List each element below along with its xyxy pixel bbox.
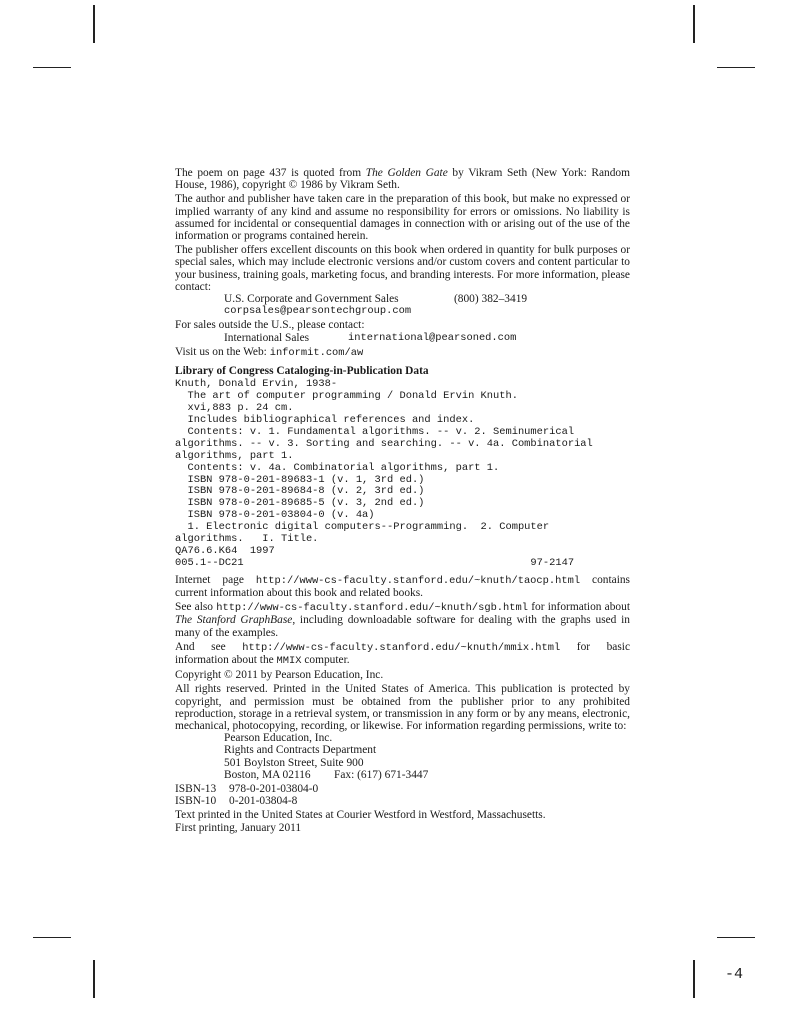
address-fax: Fax: (617) 671-3447 — [334, 768, 429, 781]
cip-line: Contents: v. 1. Fundamental algorithms. -- v. 2. Seminumerical — [175, 425, 575, 438]
first-printing: First printing, January 2011 — [175, 821, 302, 834]
us-sales-label: U.S. Corporate and Government Sales — [224, 293, 399, 306]
web-url[interactable]: informit.com/aw — [269, 346, 364, 359]
crop-mark — [33, 67, 71, 68]
poem-book-title: The Golden Gate — [365, 167, 448, 179]
isbn13-line: ISBN-13 978-0-201-03804-0 — [175, 783, 319, 795]
cip-line: ISBN 978-0-201-03804-0 (v. 4a) — [175, 509, 375, 522]
cip-line: 1. Electronic digital computers--Programming. 2. Computer — [175, 521, 550, 534]
cip-heading: Library of Congress Cataloging-in-Publication Data — [175, 365, 429, 378]
crop-mark — [693, 960, 695, 998]
internet-page: Internet page http://www-cs-faculty.stanford.edu/~knuth/taocp.html contains current information about this book and related books. — [175, 573, 630, 599]
crop-mark — [717, 67, 755, 68]
crop-mark — [93, 960, 95, 998]
mmix-url[interactable]: http://www-cs-faculty.stanford.edu/~knuth/mmix.html — [242, 641, 561, 654]
rights-statement: All rights reserved. Printed in the United States of America. This publication is protected by copyright, and permission must be obtained from the publisher prior to any prohibited reproduction, storage in a retrieval system, or transmission in any form or by any means, electronic, mechanical, photocopying, recording, or likewise. For information regarding permissions, write to: — [175, 683, 630, 732]
address-line: 501 Boylston Street, Suite 900 — [224, 756, 364, 769]
taocp-url[interactable]: http://www-cs-faculty.stanford.edu/~knuth/taocp.html — [255, 574, 581, 587]
intl-sales-label: International Sales — [224, 331, 310, 344]
web-visit: Visit us on the Web: informit.com/aw — [175, 345, 364, 359]
crop-mark — [693, 5, 695, 43]
copyright-line: Copyright © 2011 by Pearson Education, Inc. — [175, 669, 384, 682]
mmix-note: And see http://www-cs-faculty.stanford.edu/~knuth/mmix.html for basic information about the MMIX computer. — [175, 640, 630, 667]
intl-sales-contact — [175, 332, 630, 344]
cip-line: Knuth, Donald Ervin, 1938- — [175, 378, 338, 391]
discounts-notice: The publisher offers excellent discounts on this book when ordered in quantity for bulk purposes or special sales, which may include electronic versions and/or custom covers and content particular to your business, training goals, marketing focus, and branding interests. For more information, please contact: — [175, 244, 630, 293]
us-sales-phone: (800) 382–3419 — [454, 293, 528, 306]
cip-line: ISBN 978-0-201-89683-1 (v. 1, 3rd ed.) — [175, 473, 425, 486]
isbn10-line: ISBN-10 0-201-03804-8 — [175, 795, 298, 808]
crop-mark — [717, 937, 755, 938]
cip-record — [175, 379, 630, 570]
address-city: Boston, MA 02116 — [224, 768, 311, 781]
disclaimer: The author and publisher have taken care in the preparation of this book, but make no expressed or implied warranty of any kind and assume no responsibility for errors or omissions. No liability is assumed for incidental or consequential damages in connection with or arising out of the use of the information or programs contained herein. — [175, 193, 630, 243]
cip-line: ISBN 978-0-201-89685-5 (v. 3, 2nd ed.) — [175, 497, 425, 510]
permissions-address — [175, 732, 630, 781]
cip-line: The art of computer programming / Donald Ervin Knuth. — [175, 390, 518, 403]
printed-note: Text printed in the United States at Courier Westford in Westford, Massachusetts. — [175, 809, 546, 822]
cip-line: Includes bibliographical references and index. — [175, 413, 475, 426]
cip-line: algorithms. -- v. 3. Sorting and searching. -- v. 4a. Combinatorial — [175, 437, 593, 450]
outside-us-notice: For sales outside the U.S., please contact: — [175, 319, 365, 332]
cip-line: QA76.6.K64 1997 — [175, 544, 275, 557]
cip-line: Contents: v. 4a. Combinatorial algorithms, part 1. — [175, 461, 500, 474]
intl-sales-email[interactable]: international@pearsoned.com — [348, 331, 517, 344]
address-line: Pearson Education, Inc. — [224, 732, 333, 745]
us-sales-contact — [175, 293, 630, 305]
sgb-note: See also http://www-cs-faculty.stanford.edu/~knuth/sgb.html for information about The Stanford GraphBase, including downloadable software for dealing with the graphs used in many of the examples. — [175, 601, 630, 639]
copyright-page — [175, 167, 630, 834]
cip-line: xvi,883 p. 24 cm. — [175, 402, 294, 415]
sgb-title: The Stanford GraphBase — [175, 614, 293, 627]
crop-mark — [93, 5, 95, 43]
page-number: -4 — [725, 966, 744, 983]
sgb-url[interactable]: http://www-cs-faculty.stanford.edu/~knuth/sgb.html — [216, 602, 528, 615]
us-sales-email[interactable]: corpsales@pearsontechgroup.com — [224, 305, 412, 318]
poem-credit: The poem on page 437 is quoted from The Golden Gate by Vikram Seth (New York: Random House, 1986), copyright © 1986 by Vikram Seth. — [175, 167, 630, 192]
mmix-name: MMIX — [276, 654, 302, 667]
cip-line: algorithms. I. Title. — [175, 533, 319, 546]
cip-line: 005.1--DC21 97-2147 — [175, 556, 575, 569]
address-line: Rights and Contracts Department — [224, 744, 377, 757]
address-city-fax — [224, 769, 630, 781]
cip-line: ISBN 978-0-201-89684-8 (v. 2, 3rd ed.) — [175, 485, 425, 498]
cip-line: algorithms, part 1. — [175, 449, 294, 462]
crop-mark — [33, 937, 71, 938]
